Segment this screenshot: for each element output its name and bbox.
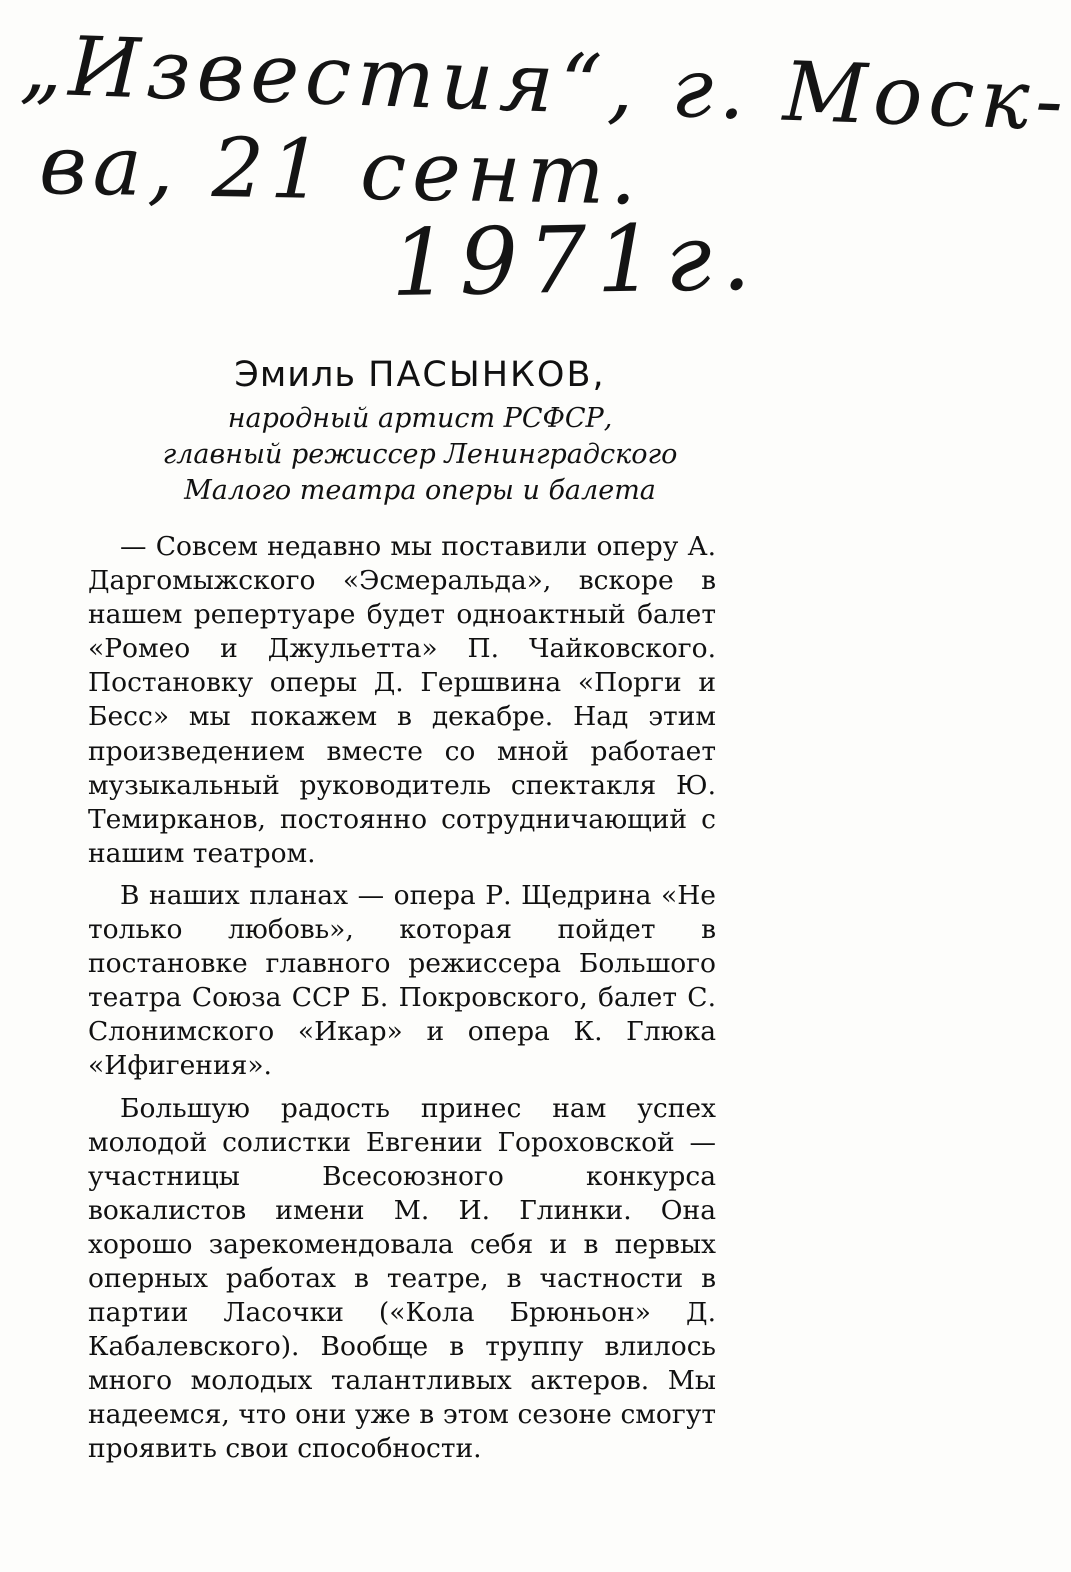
author-title-line-2: главный режиссер Ленинградского (162, 439, 678, 470)
author-title-line-1: народный артист РСФСР, (227, 403, 613, 434)
article-paragraph-2: В наших планах — опера Р. Щедрина «Не только любовь», которая пойдет в постановке главного режиссера Большого театра Союза ССР Б. Покровского, балет С. Слонимского «Икар» и опера К. Глюка «Ифигения». (88, 879, 716, 1082)
author-name (80, 355, 760, 395)
handwritten-source-note (0, 0, 1071, 330)
article-body (88, 530, 716, 1475)
article-header (80, 355, 760, 509)
handwritten-line-1: „Известия“, г. Моск- (18, 18, 1071, 150)
handwritten-line-2: ва, 21 сент. (38, 118, 644, 224)
handwritten-line-3: 1971г. (390, 203, 762, 317)
author-last-name: ПАСЫНКОВ, (368, 355, 606, 395)
article-paragraph-1: — Совсем недавно мы поставили оперу А. Даргомыжского «Эсмеральда», вскоре в нашем репертуаре будет одноактный балет «Ромео и Джульетта» П. Чайковского. Постановку оперы Д. Гершвина «Порги и Бесс» мы покажем в декабре. Над этим произведением вместе со мной работает музыкальный руководитель спектакля Ю. Темирканов, постоянно сотрудничающий с нашим театром. (88, 531, 716, 869)
author-first-name: Эмиль (234, 355, 356, 395)
article-paragraph-3: Большую радость принес нам успех молодой солистки Евгении Гороховской — участницы Всесоюзного конкурса вокалистов имени М. И. Глинки. Она хорошо зарекомендовала себя и в первых оперных работах в театре, в частности в партии Ласочки («Кола Брюньон» Д. Кабалевского). Вообще в труппу влилось много молодых талантливых актеров. Мы надеемся, что они уже в этом сезоне смогут проявить свои способности. (88, 1092, 716, 1465)
author-title-line-3: Малого театра оперы и балета (184, 475, 656, 506)
